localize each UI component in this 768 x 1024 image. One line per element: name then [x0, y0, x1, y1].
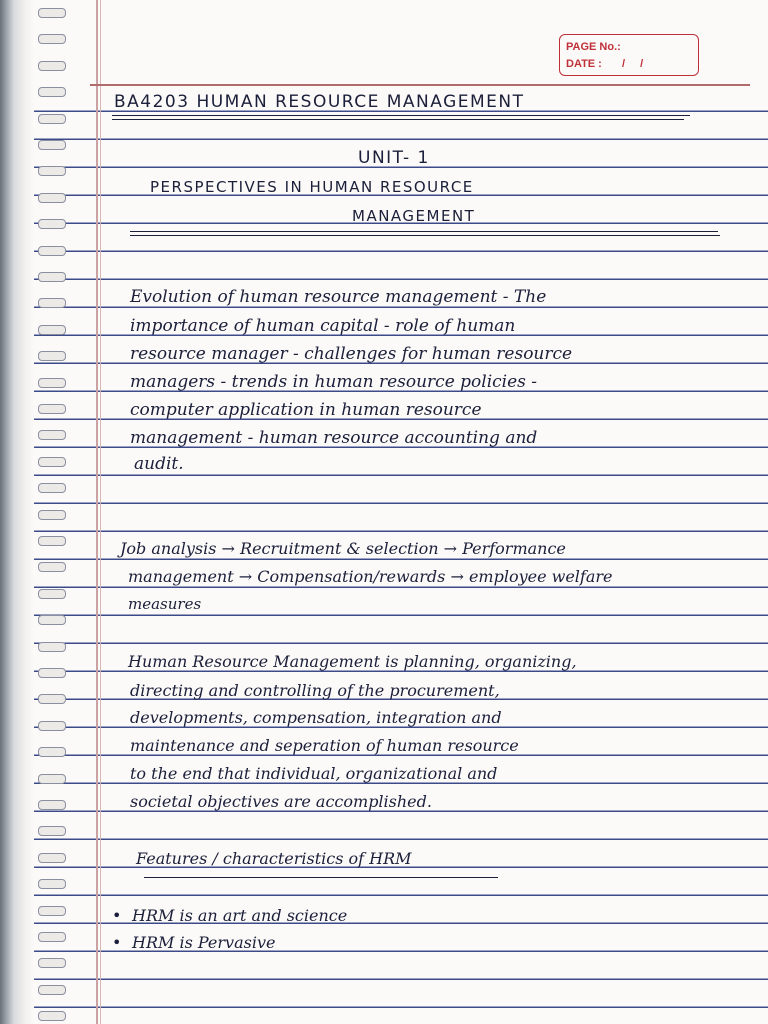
binding-hole — [38, 615, 66, 625]
binding-hole — [38, 114, 66, 124]
binding-hole — [38, 325, 66, 335]
binding-hole — [38, 246, 66, 256]
binding-hole — [38, 826, 66, 836]
syllabus-line-7: audit. — [134, 454, 184, 474]
syllabus-line-5: computer application in human resource — [130, 400, 482, 420]
process-line-3: measures — [128, 595, 202, 613]
definition-line-5: to the end that individual, organizational and — [130, 764, 498, 783]
header-rule — [90, 84, 750, 86]
binding-hole — [38, 589, 66, 599]
unit-underline-2 — [130, 235, 720, 236]
syllabus-line-1: Evolution of human resource management - The — [130, 287, 547, 307]
binding-hole — [38, 879, 66, 889]
definition-line-4: maintenance and seperation of human resource — [130, 736, 519, 755]
binding-hole — [38, 272, 66, 282]
binding-hole — [38, 721, 66, 731]
binding-hole — [38, 87, 66, 97]
binding-hole — [38, 510, 66, 520]
binding-hole — [38, 800, 66, 810]
course-title-underline — [112, 115, 690, 116]
binding-hole — [38, 642, 66, 652]
page-no-label: PAGE No.: — [566, 41, 621, 53]
binding-hole — [38, 378, 66, 388]
binding-hole — [38, 404, 66, 414]
binding-hole — [38, 668, 66, 678]
binding-hole — [38, 193, 66, 203]
process-line-2: management → Compensation/rewards → employee welfare — [128, 567, 613, 586]
course-title: BA4203 HUMAN RESOURCE MANAGEMENT — [114, 92, 525, 112]
features-heading-underline — [144, 877, 498, 878]
binding-hole — [38, 34, 66, 44]
syllabus-line-6: management - human resource accounting and — [130, 428, 538, 448]
binding-hole — [38, 61, 66, 71]
definition-line-6: societal objectives are accomplished. — [130, 792, 432, 811]
date-label: DATE : — [566, 58, 602, 70]
syllabus-line-3: resource manager - challenges for human resource — [130, 344, 573, 364]
binding-hole — [38, 483, 66, 493]
binding-hole — [38, 853, 66, 863]
bullet-item-2: HRM is Pervasive — [132, 933, 276, 952]
binding-hole — [38, 1011, 66, 1021]
binding-hole — [38, 932, 66, 942]
binding-holes — [38, 0, 68, 1024]
spiral-binding-edge — [0, 0, 34, 1024]
binding-hole — [38, 166, 66, 176]
course-title-underline-2 — [112, 119, 684, 120]
binding-hole — [38, 747, 66, 757]
binding-hole — [38, 562, 66, 572]
binding-hole — [38, 8, 66, 18]
margin-line — [96, 0, 98, 1024]
bullet-dot: • — [112, 933, 122, 952]
page-number-date-box — [559, 34, 699, 76]
binding-hole — [38, 351, 66, 361]
binding-hole — [38, 219, 66, 229]
binding-hole — [38, 298, 66, 308]
binding-hole — [38, 140, 66, 150]
date-slashes: / / — [622, 58, 650, 70]
process-line-1: Job analysis → Recruitment & selection → Performance — [120, 539, 566, 558]
syllabus-line-2: importance of human capital - role of human — [130, 316, 516, 336]
features-heading: Features / characteristics of HRM — [136, 849, 412, 868]
binding-hole — [38, 985, 66, 995]
bullet-item-1: HRM is an art and science — [132, 906, 348, 925]
bullet-dot: • — [112, 906, 122, 925]
unit-subtitle-line2: MANAGEMENT — [352, 207, 476, 225]
definition-line-1: Human Resource Management is planning, organizing, — [128, 652, 577, 671]
binding-hole — [38, 694, 66, 704]
unit-heading: UNIT- 1 — [358, 148, 430, 168]
unit-subtitle-line1: PERSPECTIVES IN HUMAN RESOURCE — [150, 178, 474, 196]
definition-line-2: directing and controlling of the procurement, — [130, 681, 500, 700]
margin-line-secondary — [100, 0, 101, 1024]
binding-hole — [38, 536, 66, 546]
binding-hole — [38, 774, 66, 784]
unit-underline — [130, 231, 718, 232]
definition-line-3: developments, compensation, integration and — [130, 708, 502, 727]
binding-hole — [38, 906, 66, 916]
syllabus-line-4: managers - trends in human resource policies - — [130, 372, 538, 392]
binding-hole — [38, 958, 66, 968]
binding-hole — [38, 457, 66, 467]
binding-hole — [38, 430, 66, 440]
